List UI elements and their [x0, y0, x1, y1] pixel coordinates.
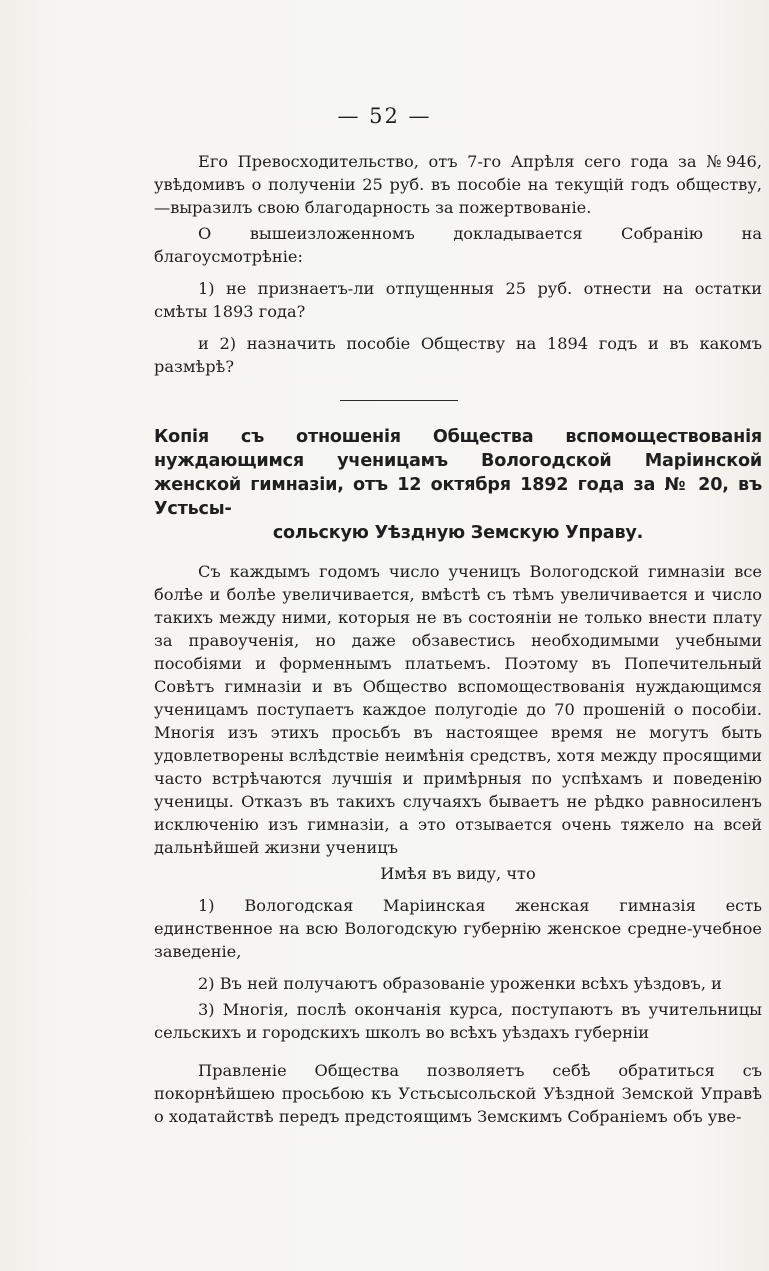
- list-item-2: 2) Въ ней получаютъ образованіе уроженки всѣхъ уѣздовъ, и: [198, 974, 722, 993]
- considering-line: Имѣя въ виду, что: [380, 864, 536, 883]
- body-paragraph: Съ каждымъ годомъ число ученицъ Вологодской гимназіи все болѣе и болѣе увеличивается, вмѣстѣ съ тѣмъ увеличивается и число такихъ между ними, которыя не въ состояніи не только внести плату за правоученія, но даже обзавестись необходимыми учебными пособіями и форменнымъ платьемъ. Поэтому въ Попечительный Совѣтъ гимназіи и въ Общество вспомоществованія нуждающимся ученицамъ поступаетъ каждое полугодіе до 70 прошеній о пособіи. Многія изъ этихъ просьбъ въ настоящее время не могутъ быть удовлетворены вслѣдствіе неимѣнія средствъ, хотя между просящими часто встрѣчаются лучшія и примѣрныя по успѣхамъ и поведенію ученицы. Отказъ въ такихъ случаяхъ бываетъ не рѣдко равносиленъ исключенію изъ гимназіи, а это отзывается очень тяжело на всей дальнѣйшей жизни ученицъ: [154, 562, 762, 857]
- section-heading: [154, 425, 762, 545]
- section-heading-main: Копія съ отношенія Общества вспомоществованія нуждающимся ученицамъ Вологодской Маріинской женской гимназіи, отъ 12 октября 1892 года за № 20, въ Устьсы-: [154, 427, 762, 519]
- list-item-1: 1) Вологодская Маріинская женская гимназія есть единственное на всю Вологодскую губернію женское средне-учебное заведеніе,: [154, 896, 762, 961]
- section-divider: [340, 400, 458, 401]
- page-number: — 52 —: [337, 104, 432, 128]
- question-one: 1) не признаетъ-ли отпущенныя 25 руб. отнести на остатки смѣты 1893 года?: [154, 279, 762, 321]
- list-item-3: 3) Многія, послѣ окончанія курса, поступаютъ въ учительницы сельскихъ и городскихъ школъ во всѣхъ уѣздахъ губерніи: [154, 1000, 762, 1042]
- report-paragraph: О вышеизложенномъ докладывается Собранію на благоусмотрѣніе:: [154, 224, 762, 266]
- section-heading-last: сольскую Уѣздную Земскую Управу.: [272, 523, 644, 543]
- question-two: и 2) назначить пособіе Обществу на 1894 годъ и въ какомъ размѣрѣ?: [154, 334, 762, 376]
- intro-paragraph: Его Превосходительство, отъ 7-го Апрѣля сего года за №946, увѣдомивъ о полученіи 25 руб. въ пособіе на текущій годъ обществу,—выразилъ свою благодарность за пожертвованіе.: [154, 152, 762, 217]
- closing-paragraph: Правленіе Общества позволяетъ себѣ обратиться съ покорнѣйшею просьбою къ Устьсысольской Уѣздной Земской Управѣ о ходатайствѣ передъ предстоящимъ Земскимъ Собраніемъ объ уве-: [154, 1061, 762, 1126]
- document-content: [154, 150, 762, 1128]
